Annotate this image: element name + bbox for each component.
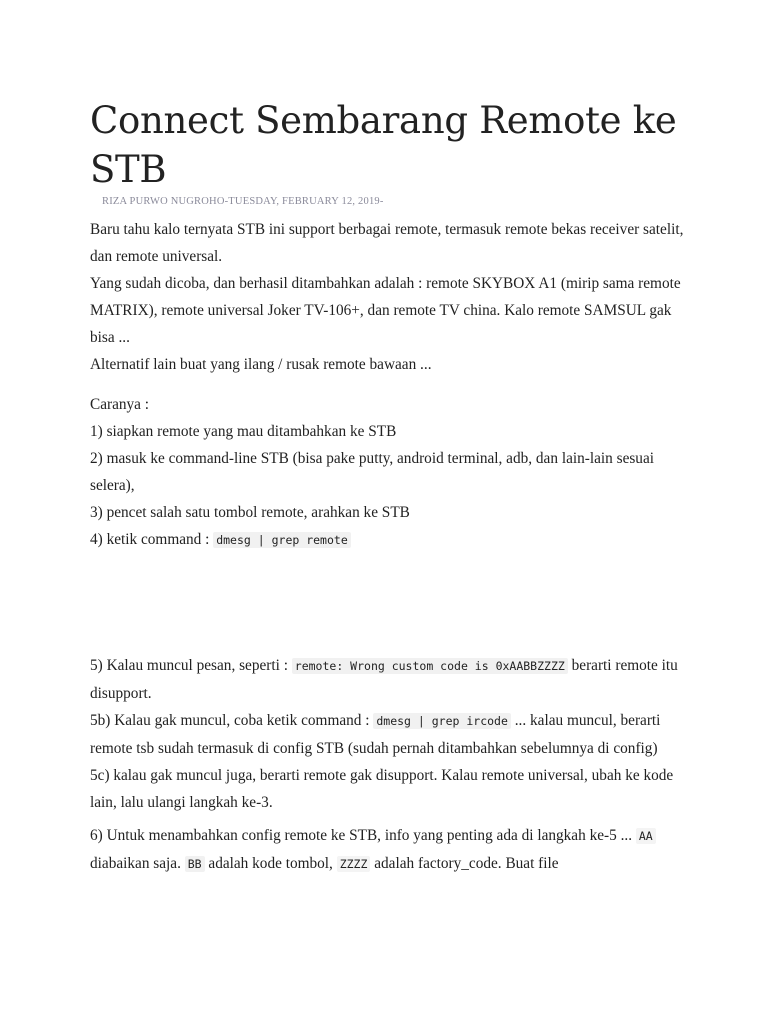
step-5b-command: dmesg | grep ircode [373, 713, 511, 729]
step-4-text: 4) ketik command : [90, 531, 214, 548]
step-5c: 5c) kalau gak muncul juga, berarti remote gak disupport. Kalau remote universal, ubah ke kode lain, lalu ulangi langkah ke-3. [90, 767, 674, 811]
step-5 [90, 652, 690, 707]
step-5-after: berarti remote itu disupport. [90, 657, 678, 702]
paragraph-tested: Yang sudah dicoba, dan berhasil ditambahkan adalah : remote SKYBOX A1 (mirip sama remote MATRIX), remote universal Joker TV-106+, dan remote TV china. Kalo remote SAMSUL gak bisa ... [90, 275, 681, 346]
step-4 [90, 526, 690, 554]
step-5b-text: 5b) Kalau gak muncul, coba ketik command : [90, 712, 374, 729]
step-1: 1) siapkan remote yang mau ditambahkan ke STB [90, 423, 397, 440]
step-5-message: remote: Wrong custom code is 0xAABBZZZZ [292, 658, 568, 674]
step-2: 2) masuk ke command-line STB (bisa pake putty, android terminal, adb, dan lain-lain sesuai selera), [90, 450, 654, 494]
article-title: Connect Sembarang Remote ke STB [90, 99, 677, 191]
step-5b-after: ... kalau muncul, berarti remote tsb sudah termasuk di config STB (sudah pernah ditambahkan sebelumnya di config) [90, 712, 661, 757]
paragraph-alternative: Alternatif lain buat yang ilang / rusak remote bawaan ... [90, 356, 432, 373]
step-4-command: dmesg | grep remote [213, 532, 351, 548]
article-byline[interactable]: RIZA PURWO NUGROHO-TUESDAY, FEBRUARY 12, 2019- [102, 196, 384, 207]
steps-heading: Caranya : [90, 396, 150, 413]
step-6-text-4: adalah factory_code. Buat file [370, 855, 559, 872]
code-zzzz: ZZZZ [337, 856, 371, 872]
article-body [90, 216, 690, 878]
step-6 [90, 822, 690, 878]
step-6-text-3: adalah kode tombol, [204, 855, 337, 872]
step-6-text: 6) Untuk menambahkan config remote ke STB, info yang penting ada di langkah ke-5 ... [90, 827, 636, 844]
step-6-text-2: diabaikan saja. [90, 855, 185, 872]
code-aa: AA [636, 828, 656, 844]
step-5-text: 5) Kalau muncul pesan, seperti : [90, 657, 292, 674]
step-5b [90, 707, 690, 762]
paragraph-intro: Baru tahu kalo ternyata STB ini support berbagai remote, termasuk remote bekas receiver satelit, dan remote universal. [90, 221, 684, 265]
step-3: 3) pencet salah satu tombol remote, arahkan ke STB [90, 504, 410, 521]
code-bb: BB [185, 856, 205, 872]
